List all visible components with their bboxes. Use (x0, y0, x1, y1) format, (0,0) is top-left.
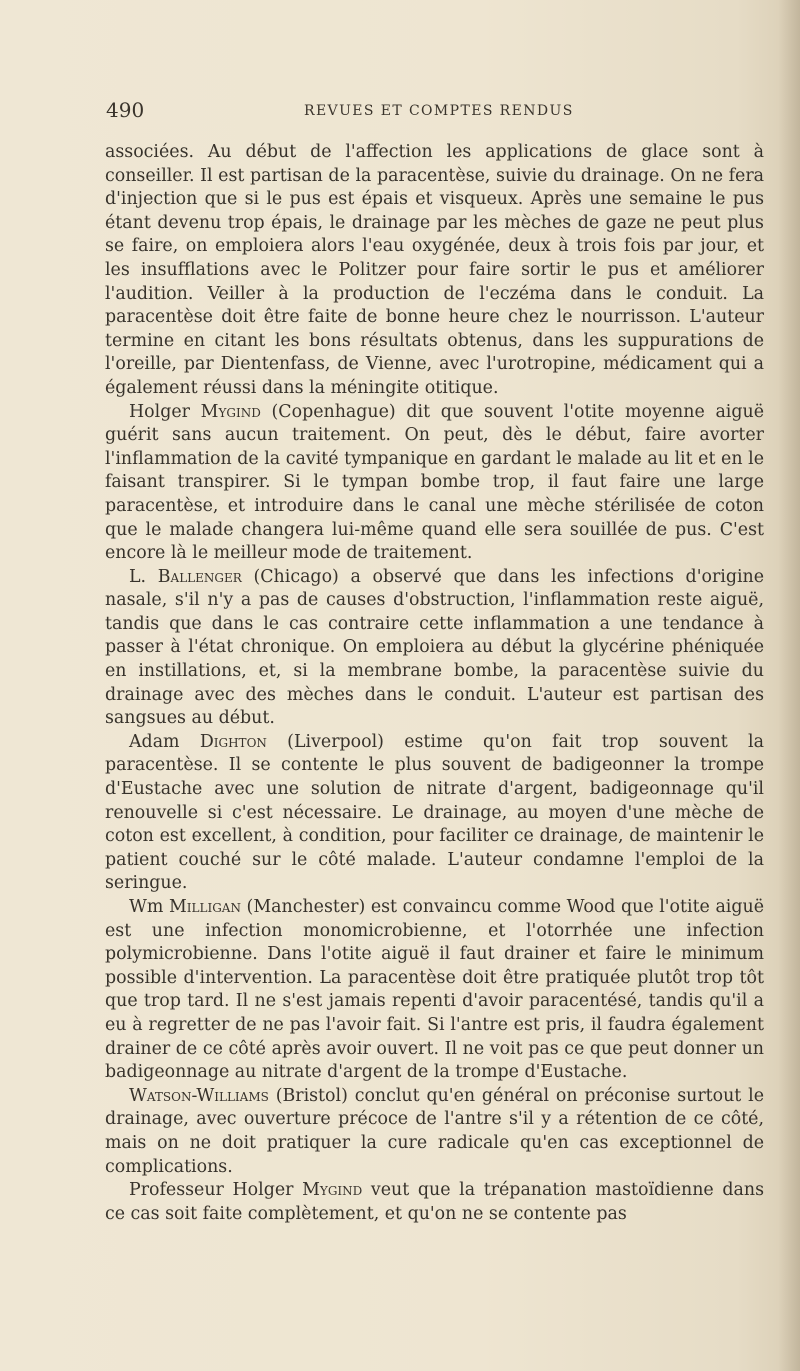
author-name: Dighton (199, 731, 267, 752)
paragraph-lead: Adam (129, 731, 200, 752)
author-name: Milligan (168, 897, 241, 917)
paragraph (105, 1179, 764, 1226)
running-head: REVUES ET COMPTES RENDUS (304, 103, 574, 119)
page-number: 490 (106, 98, 145, 122)
author-name: Mygind (200, 401, 261, 422)
paragraph (105, 141, 764, 401)
author-name: Watson-Williams (129, 1085, 269, 1106)
paragraph (105, 731, 764, 896)
paragraph-text: (Chicago) a observé que dans les infections d'origine nasale, s'il n'y a pas de causes d'obstruction, l'inflammation reste aiguë, tandis que dans le cas contraire cette inflammation a une tendance à passer à l'état chronique. On emploiera au début la glycérine phéniquée en instillations, et, si la membrane bombe, la paracentèse suivie du drainage avec des mèches dans le conduit. L'auteur est partisan des sangsues au début. (105, 566, 765, 729)
paragraph (105, 566, 764, 731)
paragraph (105, 896, 764, 1085)
paragraph-lead: L. (129, 566, 158, 587)
paragraph-lead: Professeur Holger (129, 1180, 303, 1201)
paragraph-text: (Liverpool) estime qu'on fait trop souvent la paracentèse. Il se contente le plus souvent de badigeonner la trompe d'Eustache avec une solution de nitrate d'argent, badigeonnage qu'il renouvelle si c'est nécessaire. Le drainage, au moyen d'une mèche de coton est excellent, à condition, pour faciliter ce drainage, de maintenir le patient couché sur le côté malade. L'auteur condamne l'emploi de la seringue. (105, 731, 764, 894)
paragraph-text: associées. Au début de l'affection les applications de glace sont à conseiller. Il est partisan de la paracentèse, suivie du drainage. On ne fera d'injection que si le pus est épais et visqueux. Après une semaine le pus étant devenu trop épais, le drainage par les mèches de gaze ne peut plus se faire, on emploiera alors l'eau oxygénée, deux à trois fois par jour, et les insufflations avec le Politzer pour faire sortir le pus et améliorer l'audition. Veiller à la production de l'eczéma dans le conduit. La paracentèse doit être faite de bonne heure chez le nourrisson. L'auteur termine en citant les bons résultats obtenus, dans les suppurations de l'oreille, par Dientenfass, de Vienne, avec l'urotropine, médicament qui a également réussi dans la méningite otitique. (105, 142, 764, 398)
page-edge-shadow (778, 0, 800, 1371)
paragraph-text: veut que la trépanation mastoïdienne dans ce cas soit faite complètement, et qu'on ne se contente pas (105, 1180, 764, 1224)
page-header (106, 98, 764, 128)
author-name: Ballenger (157, 566, 242, 587)
paragraph-lead: Holger (129, 401, 201, 422)
body-text (105, 141, 764, 1226)
paragraph (105, 1085, 764, 1179)
paragraph-lead: Wm (129, 897, 169, 917)
paragraph-text: (Manchester) est convaincu comme Wood que l'otite aiguë est une infection monomicrobienne, et l'otorrhée une infection polymicrobienne. Dans l'otite aiguë il faut drainer et faire le minimum possible d'intervention. La paracentèse doit être pratiquée plutôt trop tôt que trop tard. Il ne s'est jamais repenti d'avoir paracentésé, tandis qu'il a eu à regretter de ne pas l'avoir fait. Si l'antre est pris, il faudra également drainer de ce côté après avoir ouvert. Il ne voit pas ce que peut donner un badigeonnage au nitrate d'argent de la trompe d'Eustache. (105, 897, 764, 1083)
paragraph (105, 401, 764, 566)
paragraph-text: (Copenhague) dit que souvent l'otite moyenne aiguë guérit sans aucun traitement. On peut, dès le début, faire avorter l'inflammation de la cavité tympanique en gardant le malade au lit et en le faisant transpirer. Si le tympan bombe trop, il faut faire une large paracentèse, et introduire dans le canal une mèche stérilisée de coton que le malade changera lui-même quand elle sera souillée de pus. C'est encore là le meilleur mode de traitement. (105, 401, 764, 564)
author-name: Mygind (302, 1180, 363, 1201)
paragraph-text: (Bristol) conclut qu'en général on préconise surtout le drainage, avec ouverture précoce de l'antre s'il y a rétention de ce côté, mais on ne doit pratiquer la cure radicale qu'en cas exceptionnel de complications. (105, 1085, 764, 1177)
